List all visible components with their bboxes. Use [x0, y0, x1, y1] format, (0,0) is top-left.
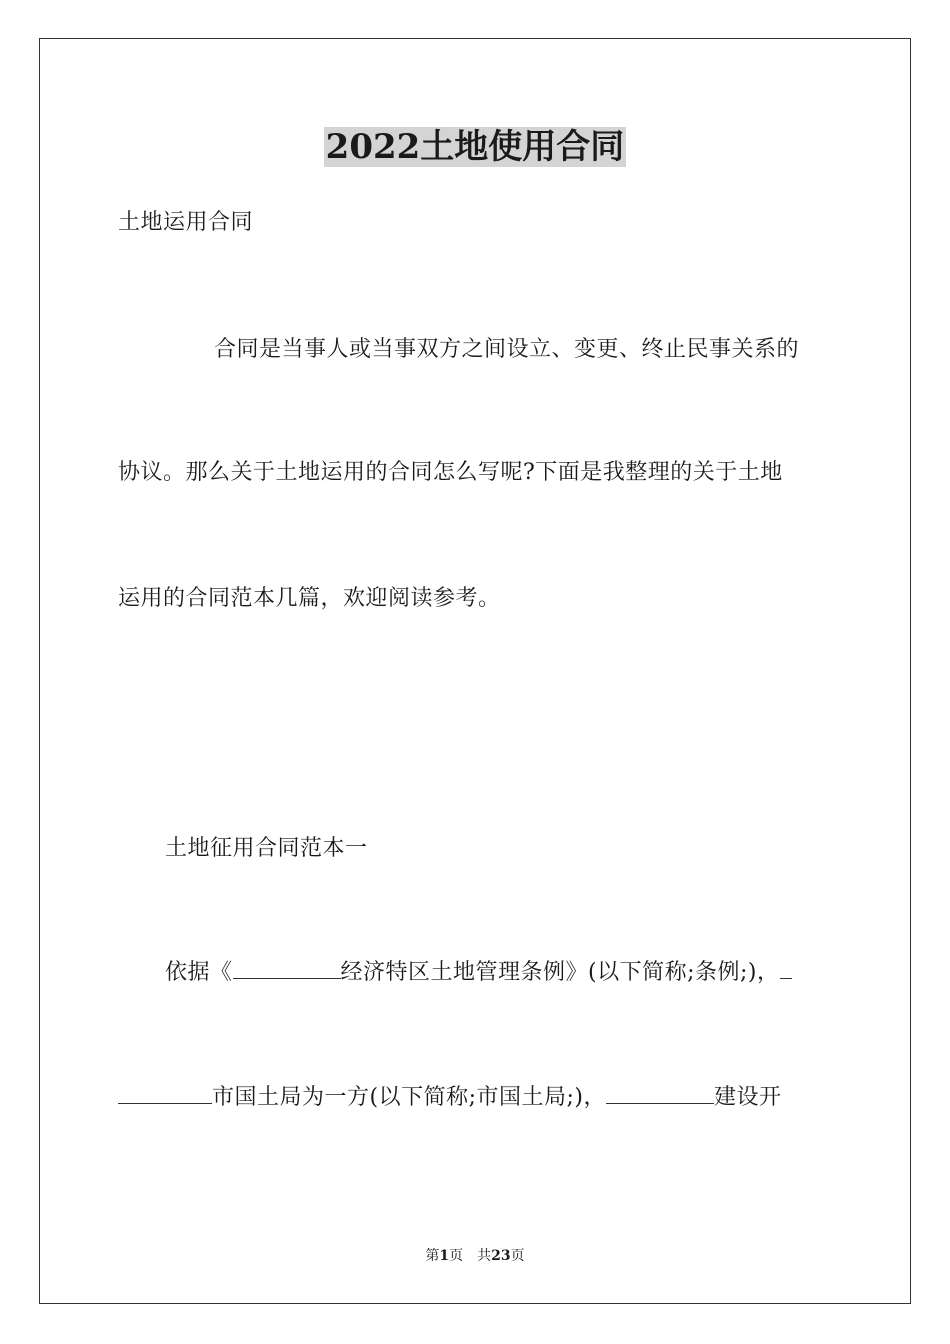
page-footer: [0, 1246, 950, 1266]
intro-line-3: 运用的合同范本几篇，欢迎阅读参考。: [118, 586, 501, 611]
body-line-2-suffix: 建设开: [714, 1085, 782, 1110]
intro-line-1: 合同是当事人或当事双方之间设立、变更、终止民事关系的: [214, 337, 800, 362]
document-subtitle: 土地运用合同: [118, 210, 254, 235]
total-suffix: 页: [510, 1248, 525, 1264]
body-line-1-text: 经济特区土地管理条例》(以下简称;条例;)，: [340, 960, 780, 985]
page-number: 1: [439, 1248, 450, 1264]
fill-in-blank: [780, 958, 792, 979]
document-title: [0, 124, 950, 170]
body-line-1-prefix: 依据《: [165, 960, 233, 985]
page-suffix: 页: [449, 1248, 464, 1264]
body-paragraph-line-2: [118, 1083, 782, 1113]
fill-in-blank: [118, 1083, 212, 1104]
total-pages: 23: [491, 1248, 511, 1264]
section-heading: 土地征用合同范本一: [165, 836, 368, 861]
body-line-2-text: 市国土局为一方(以下简称;市国土局;)，: [212, 1085, 606, 1110]
page-prefix: 第: [425, 1248, 440, 1264]
fill-in-blank: [606, 1083, 714, 1104]
document-title-text: 2022土地使用合同: [325, 127, 625, 167]
body-paragraph-line-1: [165, 958, 792, 988]
intro-line-2: 协议。那么关于土地运用的合同怎么写呢?下面是我整理的关于土地: [118, 460, 783, 485]
total-prefix: 共: [477, 1248, 492, 1264]
fill-in-blank: [233, 958, 341, 979]
